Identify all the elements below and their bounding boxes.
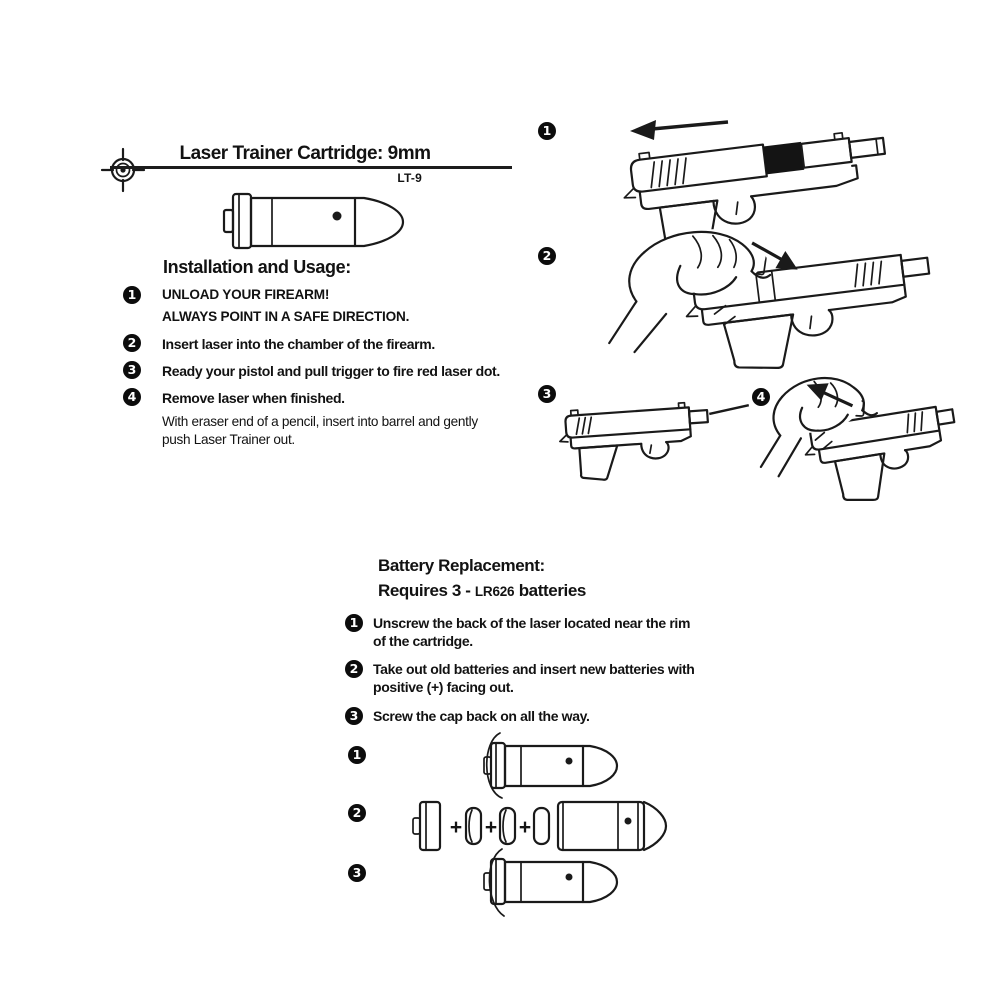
requires-suffix: batteries xyxy=(514,581,586,600)
battery-step-badge-1: 1 xyxy=(345,614,363,632)
page-title: Laser Trainer Cartridge: 9mm xyxy=(179,143,431,164)
figure-badge-3: 3 xyxy=(538,385,556,403)
title-underline xyxy=(110,166,512,169)
figure-screw-cap-back xyxy=(470,852,620,916)
figure-fire-laser xyxy=(552,376,752,476)
step-badge-4: 4 xyxy=(123,388,141,406)
figure-badge-4: 4 xyxy=(752,388,770,406)
battery-requires-line xyxy=(378,581,586,601)
battery-step-badge-3: 3 xyxy=(345,707,363,725)
figure-insert-laser xyxy=(610,226,940,366)
battery-step3-text: Screw the cap back on all the way. xyxy=(373,708,590,724)
step1-line2: ALWAYS POINT IN A SAFE DIRECTION. xyxy=(162,309,410,324)
battery-type: LR626 xyxy=(474,584,515,599)
requires-prefix: Requires 3 - xyxy=(378,581,475,600)
step4-text: Remove laser when finished. xyxy=(162,390,345,406)
figure-remove-laser xyxy=(772,370,962,505)
battery-step2-line2: positive (+) facing out. xyxy=(373,679,514,695)
battery-step-badge-2: 2 xyxy=(345,660,363,678)
step-badge-1: 1 xyxy=(123,286,141,304)
figure-batteries-exploded xyxy=(410,794,670,858)
battery-heading: Battery Replacement: xyxy=(378,556,545,575)
step-badge-2: 2 xyxy=(123,334,141,352)
step2-text: Insert laser into the chamber of the firearm. xyxy=(162,336,435,352)
figure-unscrew-cap xyxy=(470,736,620,800)
laser-beam xyxy=(709,405,749,414)
battery-figure-badge-2: 2 xyxy=(348,804,366,822)
battery-step1-line1: Unscrew the back of the laser located near the rim xyxy=(373,615,691,631)
figure-pull-slide-back xyxy=(600,96,930,246)
battery-step1-line2: of the cartridge. xyxy=(373,633,473,649)
figure-badge-1: 1 xyxy=(538,122,556,140)
installation-heading: Installation and Usage: xyxy=(163,257,351,277)
plus-sign: + xyxy=(518,816,532,839)
plus-sign: + xyxy=(484,816,498,839)
battery-figure-badge-1: 1 xyxy=(348,746,366,764)
pencil-note-line1: With eraser end of a pencil, insert into barrel and gently xyxy=(162,414,478,429)
battery-figure-badge-3: 3 xyxy=(348,864,366,882)
laser-cartridge-figure xyxy=(222,186,412,258)
arrow-left-icon xyxy=(630,120,728,140)
figure-badge-2: 2 xyxy=(538,247,556,265)
battery-step2-line1: Take out old batteries and insert new batteries with xyxy=(373,661,695,677)
plus-sign: + xyxy=(449,816,463,839)
step1-line1: UNLOAD YOUR FIREARM! xyxy=(162,287,330,302)
model-number: LT-9 xyxy=(397,171,422,185)
step3-text: Ready your pistol and pull trigger to fire red laser dot. xyxy=(162,363,500,379)
pencil-note-line2: push Laser Trainer out. xyxy=(162,432,295,447)
step-badge-3: 3 xyxy=(123,361,141,379)
